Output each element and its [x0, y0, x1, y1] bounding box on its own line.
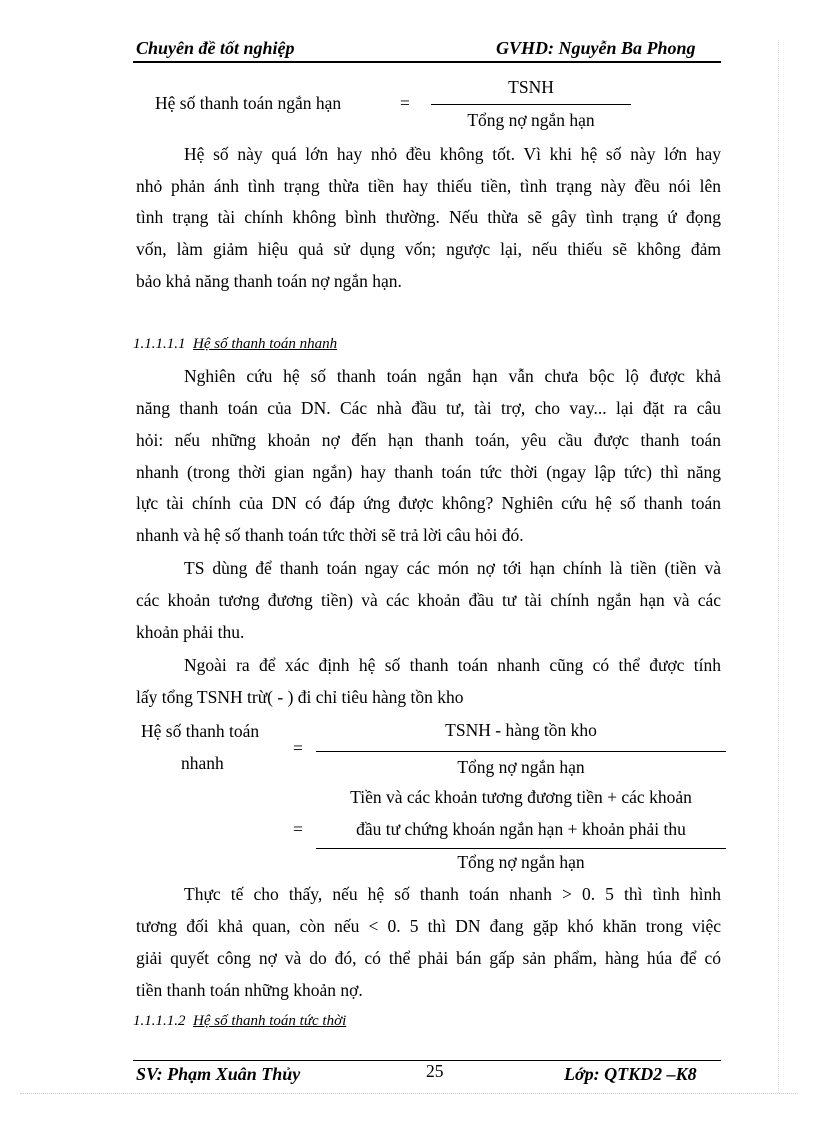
para2-line: nhanh (trong thời gian ngắn) hay thanh toán tức thời (ngay lập tức) thì năng — [136, 462, 721, 482]
formula1-denominator: Tổng nợ ngắn hạn — [467, 110, 595, 130]
para3-line: các khoản tương đương tiền) và các khoản đầu tư tài chính ngắn hạn và các — [136, 590, 721, 610]
para4-line: lấy tổng TSNH trừ( - ) đi chỉ tiêu hàng tồn kho — [136, 687, 464, 707]
heading-title: Hệ số thanh toán nhanh — [193, 336, 338, 352]
formula2-fraction-bar-1 — [316, 751, 726, 752]
heading-number: 1.1.1.1.1 — [133, 336, 186, 352]
formula2-denominator-2: Tổng nợ ngắn hạn — [457, 852, 585, 872]
para1-line: Hệ số này quá lớn hay nhỏ đều không tốt. Vì khi hệ số này lớn hay — [184, 144, 721, 164]
para1-line: vốn, làm giảm hiệu quả sử dụng vốn; ngược lại, nếu thiếu sẽ không đảm — [136, 239, 721, 259]
footer-class: Lớp: QTKD2 –K8 — [564, 1064, 697, 1084]
para2-line: nhanh và hệ số thanh toán tức thời sẽ trả lời câu hỏi đó. — [136, 525, 524, 545]
header-left: Chuyên đề tốt nghiệp — [136, 38, 295, 58]
formula1-equals: = — [400, 93, 410, 113]
formula1-label: Hệ số thanh toán ngắn hạn — [155, 93, 342, 113]
para1-line: nhỏ phản ánh tình trạng thừa tiền hay thiếu tiền, tình trạng này đều nói lên — [136, 176, 721, 196]
formula2-equals-2: = — [293, 819, 303, 839]
formula2-numerator-1: TSNH - hàng tồn kho — [445, 720, 597, 740]
section-heading-quick-ratio — [133, 336, 337, 353]
para2-line: hỏi: nếu những khoản nợ đến hạn thanh toán, yêu cầu được thanh toán — [136, 430, 721, 450]
para2-line: Nghiên cứu hệ số thanh toán ngắn hạn vẫn chưa bộc lộ được khả — [184, 366, 721, 386]
para5-line: Thực tế cho thấy, nếu hệ số thanh toán nhanh > 0. 5 thì tình hình — [184, 884, 721, 904]
formula2-equals-1: = — [293, 738, 303, 758]
formula2-fraction-bar-2 — [316, 848, 726, 849]
page-edge-right — [778, 40, 779, 1093]
para1-line: bảo khả năng thanh toán nợ ngắn hạn. — [136, 271, 402, 291]
formula2-denominator-1: Tổng nợ ngắn hạn — [457, 757, 585, 777]
para1-line: tình trạng tài chính không bình thường. Nếu thừa sẽ gây tình trạng ứ đọng — [136, 207, 721, 227]
para2-line: năng thanh toán của DN. Các nhà đầu tư, tài trợ, cho vay... lại đặt ra câu — [136, 398, 721, 418]
section-heading-instant-ratio — [133, 1013, 346, 1030]
heading-number: 1.1.1.1.2 — [133, 1013, 186, 1029]
formula2-numerator-2-line2: đầu tư chứng khoán ngắn hạn + khoản phải thu — [356, 819, 686, 839]
formula2-label-line1: Hệ số thanh toán — [141, 721, 260, 741]
para5-line: tiền thanh toán những khoản nợ. — [136, 980, 363, 1000]
para5-line: tương đối khả quan, còn nếu < 0. 5 thì DN đang gặp khó khăn trong việc — [136, 916, 721, 936]
para3-line: khoản phải thu. — [136, 622, 245, 642]
para5-line: giải quyết công nợ và do đó, có thể phải bán gấp sản phẩm, hàng húa để có — [136, 948, 721, 968]
para4-line: Ngoài ra để xác định hệ số thanh toán nhanh cũng có thể được tính — [184, 655, 721, 675]
para3-line: TS dùng để thanh toán ngay các món nợ tới hạn chính là tiền (tiền và — [184, 558, 721, 578]
para2-line: lực tài chính của DN có đáp ứng được không? Nghiên cứu hệ số thanh toán — [136, 493, 721, 513]
formula1-fraction-bar — [431, 104, 631, 105]
header-right: GVHD: Nguyễn Ba Phong — [496, 38, 696, 58]
page-edge-bottom — [20, 1093, 796, 1094]
heading-title: Hệ số thanh toán tức thời — [193, 1013, 347, 1029]
page-number: 25 — [426, 1061, 444, 1081]
formula2-label-line2: nhanh — [181, 753, 224, 773]
header-rule — [133, 61, 721, 63]
formula2-numerator-2-line1: Tiền và các khoản tương đương tiền + các khoản — [350, 787, 692, 807]
formula1-numerator: TSNH — [508, 77, 554, 97]
footer-student: SV: Phạm Xuân Thủy — [136, 1064, 301, 1084]
